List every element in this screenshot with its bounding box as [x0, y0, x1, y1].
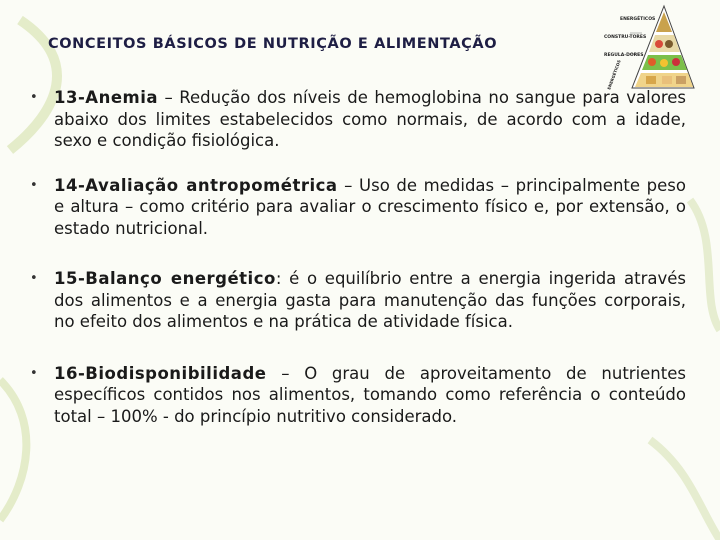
pyramid-label-lower: REGULA-DORES [604, 53, 644, 58]
pyramid-label-middle: CONSTRU-TORES [604, 35, 647, 40]
definition-text: – Uso de medidas – principalmente peso e altura – como critério para avaliar o crescimento físico e, por extensão, o estado nutricional. [54, 175, 686, 238]
bullet-icon: • [30, 90, 38, 105]
definition-text: : é o equilíbrio entre a energia ingerida através dos alimentos e a energia gasta para manutenção das funções corporais, no efeito dos alimentos e na prática de atividade física. [54, 269, 686, 331]
list-item [26, 175, 686, 240]
bullet-icon: • [30, 271, 38, 286]
definition-text: – O grau de aproveitamento de nutrientes específicos contidos nos alimentos, tomando como referência o conteúdo total – 100% - do princípio nutritivo considerado. [54, 363, 686, 426]
list-item [26, 268, 686, 333]
term: 15-Balanço energético [54, 269, 276, 288]
pyramid-label-side: ENERGÉTICOS [606, 59, 622, 91]
food-pyramid-image [602, 4, 696, 92]
bullet-icon: • [30, 365, 38, 381]
list-item [26, 87, 686, 152]
definition-text: – Redução dos níveis de hemoglobina no sangue para valores abaixo dos limites estabelecidos como normais, de acordo com a idade, sexo e condição fisiológica. [54, 88, 686, 150]
bullet-icon: • [30, 177, 38, 193]
pyramid-label-top: ENERGÉTICOS [620, 17, 656, 22]
list-item [26, 363, 686, 428]
slide-title: CONCEITOS BÁSICOS DE NUTRIÇÃO E ALIMENTAÇÃO [48, 36, 498, 52]
term: 13-Anemia [54, 88, 158, 107]
term: 16-Biodisponibilidade [54, 363, 267, 383]
definitions-list [26, 87, 686, 427]
term: 14-Avaliação antropométrica [54, 175, 338, 195]
